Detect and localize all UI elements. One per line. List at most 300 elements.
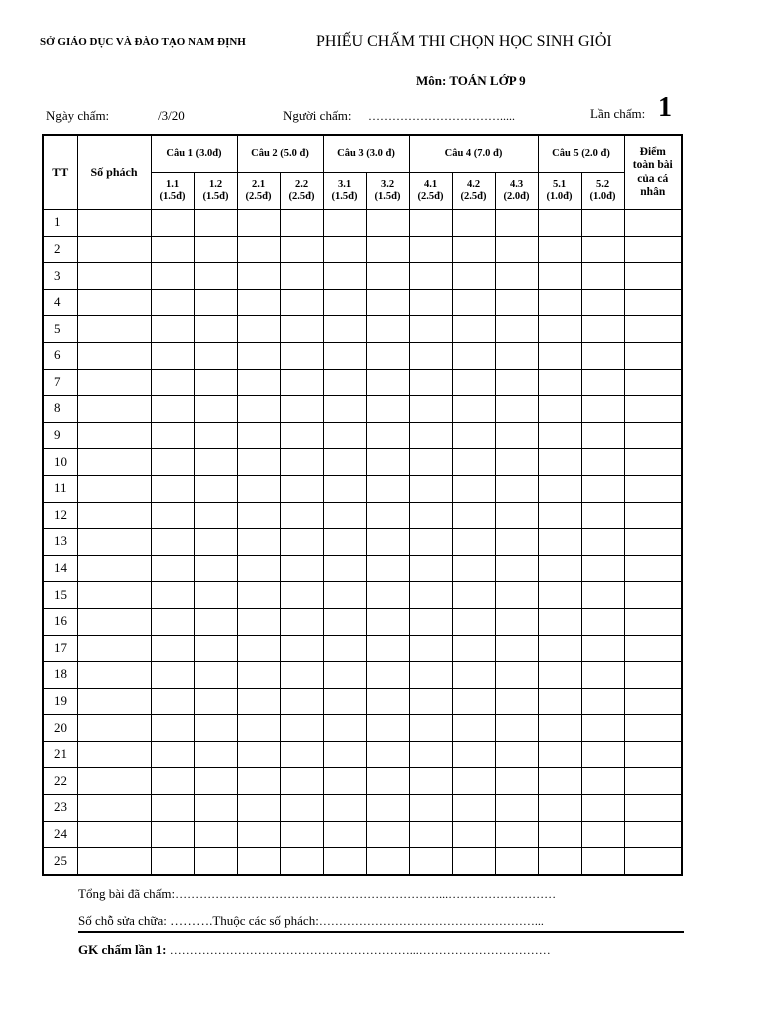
fix-codes-field[interactable]: ………………………………………………... xyxy=(318,914,544,928)
score-cell[interactable] xyxy=(495,821,538,848)
score-cell[interactable] xyxy=(151,555,194,582)
score-cell[interactable] xyxy=(280,688,323,715)
code-cell[interactable] xyxy=(77,422,151,449)
code-cell[interactable] xyxy=(77,608,151,635)
score-cell[interactable] xyxy=(538,289,581,316)
score-cell[interactable] xyxy=(323,795,366,822)
score-cell[interactable] xyxy=(495,396,538,423)
total-cell[interactable] xyxy=(624,848,682,875)
score-cell[interactable] xyxy=(237,582,280,609)
total-cell[interactable] xyxy=(624,768,682,795)
score-cell[interactable] xyxy=(323,475,366,502)
code-cell[interactable] xyxy=(77,449,151,476)
score-cell[interactable] xyxy=(194,635,237,662)
score-cell[interactable] xyxy=(280,422,323,449)
score-cell[interactable] xyxy=(538,688,581,715)
total-cell[interactable] xyxy=(624,263,682,290)
score-cell[interactable] xyxy=(237,502,280,529)
score-cell[interactable] xyxy=(151,741,194,768)
code-cell[interactable] xyxy=(77,741,151,768)
score-cell[interactable] xyxy=(452,635,495,662)
score-cell[interactable] xyxy=(366,795,409,822)
score-cell[interactable] xyxy=(538,821,581,848)
score-cell[interactable] xyxy=(409,263,452,290)
score-cell[interactable] xyxy=(409,848,452,875)
score-cell[interactable] xyxy=(581,342,624,369)
score-cell[interactable] xyxy=(409,289,452,316)
score-cell[interactable] xyxy=(366,475,409,502)
score-cell[interactable] xyxy=(452,768,495,795)
total-cell[interactable] xyxy=(624,210,682,237)
score-cell[interactable] xyxy=(366,848,409,875)
gk-field[interactable]: ……………………………………………………...…………………………… xyxy=(169,943,551,957)
score-cell[interactable] xyxy=(366,529,409,556)
score-cell[interactable] xyxy=(452,795,495,822)
code-cell[interactable] xyxy=(77,396,151,423)
score-cell[interactable] xyxy=(194,316,237,343)
score-cell[interactable] xyxy=(237,396,280,423)
total-cell[interactable] xyxy=(624,236,682,263)
score-cell[interactable] xyxy=(237,316,280,343)
score-cell[interactable] xyxy=(151,662,194,689)
score-cell[interactable] xyxy=(452,529,495,556)
score-cell[interactable] xyxy=(194,688,237,715)
score-cell[interactable] xyxy=(495,768,538,795)
score-cell[interactable] xyxy=(194,475,237,502)
score-cell[interactable] xyxy=(280,263,323,290)
score-cell[interactable] xyxy=(323,263,366,290)
score-cell[interactable] xyxy=(194,422,237,449)
score-cell[interactable] xyxy=(581,529,624,556)
score-cell[interactable] xyxy=(280,715,323,742)
score-cell[interactable] xyxy=(366,635,409,662)
score-cell[interactable] xyxy=(452,396,495,423)
code-cell[interactable] xyxy=(77,369,151,396)
code-cell[interactable] xyxy=(77,688,151,715)
score-cell[interactable] xyxy=(538,768,581,795)
score-cell[interactable] xyxy=(151,635,194,662)
score-cell[interactable] xyxy=(237,422,280,449)
total-cell[interactable] xyxy=(624,475,682,502)
score-cell[interactable] xyxy=(581,396,624,423)
score-cell[interactable] xyxy=(452,715,495,742)
score-cell[interactable] xyxy=(581,848,624,875)
score-cell[interactable] xyxy=(409,369,452,396)
score-cell[interactable] xyxy=(151,449,194,476)
score-cell[interactable] xyxy=(151,422,194,449)
score-cell[interactable] xyxy=(194,582,237,609)
total-graded-field[interactable]: …………………………………………………………...……………………… xyxy=(175,887,557,901)
score-cell[interactable] xyxy=(366,502,409,529)
score-cell[interactable] xyxy=(538,795,581,822)
total-cell[interactable] xyxy=(624,741,682,768)
score-cell[interactable] xyxy=(194,848,237,875)
score-cell[interactable] xyxy=(495,369,538,396)
code-cell[interactable] xyxy=(77,289,151,316)
score-cell[interactable] xyxy=(194,342,237,369)
score-cell[interactable] xyxy=(323,688,366,715)
score-cell[interactable] xyxy=(581,688,624,715)
code-cell[interactable] xyxy=(77,821,151,848)
score-cell[interactable] xyxy=(280,210,323,237)
score-cell[interactable] xyxy=(194,236,237,263)
score-cell[interactable] xyxy=(194,449,237,476)
score-cell[interactable] xyxy=(538,502,581,529)
score-cell[interactable] xyxy=(366,369,409,396)
total-cell[interactable] xyxy=(624,449,682,476)
score-cell[interactable] xyxy=(237,475,280,502)
score-cell[interactable] xyxy=(237,555,280,582)
score-cell[interactable] xyxy=(495,795,538,822)
code-cell[interactable] xyxy=(77,848,151,875)
score-cell[interactable] xyxy=(237,768,280,795)
score-cell[interactable] xyxy=(409,422,452,449)
score-cell[interactable] xyxy=(323,369,366,396)
score-cell[interactable] xyxy=(280,475,323,502)
score-cell[interactable] xyxy=(366,396,409,423)
score-cell[interactable] xyxy=(237,635,280,662)
score-cell[interactable] xyxy=(452,475,495,502)
score-cell[interactable] xyxy=(237,848,280,875)
score-cell[interactable] xyxy=(280,608,323,635)
score-cell[interactable] xyxy=(366,741,409,768)
code-cell[interactable] xyxy=(77,662,151,689)
score-cell[interactable] xyxy=(323,316,366,343)
score-cell[interactable] xyxy=(538,848,581,875)
score-cell[interactable] xyxy=(452,848,495,875)
total-cell[interactable] xyxy=(624,795,682,822)
score-cell[interactable] xyxy=(538,635,581,662)
score-cell[interactable] xyxy=(237,608,280,635)
score-cell[interactable] xyxy=(495,502,538,529)
score-cell[interactable] xyxy=(538,210,581,237)
score-cell[interactable] xyxy=(452,555,495,582)
score-cell[interactable] xyxy=(409,662,452,689)
score-cell[interactable] xyxy=(280,396,323,423)
score-cell[interactable] xyxy=(237,821,280,848)
score-cell[interactable] xyxy=(323,608,366,635)
score-cell[interactable] xyxy=(452,582,495,609)
score-cell[interactable] xyxy=(151,848,194,875)
score-cell[interactable] xyxy=(452,369,495,396)
score-cell[interactable] xyxy=(409,821,452,848)
score-cell[interactable] xyxy=(194,529,237,556)
score-cell[interactable] xyxy=(581,475,624,502)
code-cell[interactable] xyxy=(77,236,151,263)
score-cell[interactable] xyxy=(452,821,495,848)
code-cell[interactable] xyxy=(77,529,151,556)
code-cell[interactable] xyxy=(77,555,151,582)
score-cell[interactable] xyxy=(194,741,237,768)
score-cell[interactable] xyxy=(366,210,409,237)
score-cell[interactable] xyxy=(366,449,409,476)
score-cell[interactable] xyxy=(409,635,452,662)
total-cell[interactable] xyxy=(624,662,682,689)
score-cell[interactable] xyxy=(538,369,581,396)
score-cell[interactable] xyxy=(194,263,237,290)
score-cell[interactable] xyxy=(194,289,237,316)
score-cell[interactable] xyxy=(409,608,452,635)
score-cell[interactable] xyxy=(366,289,409,316)
code-cell[interactable] xyxy=(77,210,151,237)
score-cell[interactable] xyxy=(409,741,452,768)
score-cell[interactable] xyxy=(581,635,624,662)
score-cell[interactable] xyxy=(495,529,538,556)
score-cell[interactable] xyxy=(452,236,495,263)
score-cell[interactable] xyxy=(237,289,280,316)
score-cell[interactable] xyxy=(409,715,452,742)
score-cell[interactable] xyxy=(581,210,624,237)
score-cell[interactable] xyxy=(237,715,280,742)
score-cell[interactable] xyxy=(581,263,624,290)
score-cell[interactable] xyxy=(495,582,538,609)
score-cell[interactable] xyxy=(366,342,409,369)
score-cell[interactable] xyxy=(581,502,624,529)
score-cell[interactable] xyxy=(581,555,624,582)
score-cell[interactable] xyxy=(237,263,280,290)
code-cell[interactable] xyxy=(77,342,151,369)
score-cell[interactable] xyxy=(194,555,237,582)
score-cell[interactable] xyxy=(581,369,624,396)
code-cell[interactable] xyxy=(77,502,151,529)
score-cell[interactable] xyxy=(581,821,624,848)
score-cell[interactable] xyxy=(280,316,323,343)
total-cell[interactable] xyxy=(624,502,682,529)
score-cell[interactable] xyxy=(323,741,366,768)
score-cell[interactable] xyxy=(151,768,194,795)
score-cell[interactable] xyxy=(323,662,366,689)
score-cell[interactable] xyxy=(409,342,452,369)
score-cell[interactable] xyxy=(237,688,280,715)
score-cell[interactable] xyxy=(409,582,452,609)
score-cell[interactable] xyxy=(194,210,237,237)
score-cell[interactable] xyxy=(581,608,624,635)
score-cell[interactable] xyxy=(409,555,452,582)
score-cell[interactable] xyxy=(151,210,194,237)
total-cell[interactable] xyxy=(624,316,682,343)
score-cell[interactable] xyxy=(409,768,452,795)
score-cell[interactable] xyxy=(151,369,194,396)
score-cell[interactable] xyxy=(151,396,194,423)
score-cell[interactable] xyxy=(581,422,624,449)
score-cell[interactable] xyxy=(280,848,323,875)
score-cell[interactable] xyxy=(323,582,366,609)
score-cell[interactable] xyxy=(151,475,194,502)
score-cell[interactable] xyxy=(495,449,538,476)
score-cell[interactable] xyxy=(366,821,409,848)
score-cell[interactable] xyxy=(323,289,366,316)
score-cell[interactable] xyxy=(194,396,237,423)
score-cell[interactable] xyxy=(151,236,194,263)
code-cell[interactable] xyxy=(77,316,151,343)
code-cell[interactable] xyxy=(77,795,151,822)
score-cell[interactable] xyxy=(151,795,194,822)
score-cell[interactable] xyxy=(581,741,624,768)
score-cell[interactable] xyxy=(495,210,538,237)
score-cell[interactable] xyxy=(280,741,323,768)
score-cell[interactable] xyxy=(538,316,581,343)
total-cell[interactable] xyxy=(624,715,682,742)
score-cell[interactable] xyxy=(538,422,581,449)
score-cell[interactable] xyxy=(323,555,366,582)
score-cell[interactable] xyxy=(237,210,280,237)
score-cell[interactable] xyxy=(366,555,409,582)
score-cell[interactable] xyxy=(323,529,366,556)
score-cell[interactable] xyxy=(452,210,495,237)
score-cell[interactable] xyxy=(323,422,366,449)
score-cell[interactable] xyxy=(452,662,495,689)
score-cell[interactable] xyxy=(280,555,323,582)
score-cell[interactable] xyxy=(409,529,452,556)
score-cell[interactable] xyxy=(237,529,280,556)
score-cell[interactable] xyxy=(280,449,323,476)
score-cell[interactable] xyxy=(409,688,452,715)
score-cell[interactable] xyxy=(151,289,194,316)
score-cell[interactable] xyxy=(323,236,366,263)
score-cell[interactable] xyxy=(280,502,323,529)
score-cell[interactable] xyxy=(538,475,581,502)
score-cell[interactable] xyxy=(495,236,538,263)
score-cell[interactable] xyxy=(452,741,495,768)
score-cell[interactable] xyxy=(452,502,495,529)
score-cell[interactable] xyxy=(237,795,280,822)
code-cell[interactable] xyxy=(77,715,151,742)
score-cell[interactable] xyxy=(581,662,624,689)
score-cell[interactable] xyxy=(538,396,581,423)
score-cell[interactable] xyxy=(366,263,409,290)
score-cell[interactable] xyxy=(495,263,538,290)
score-cell[interactable] xyxy=(280,529,323,556)
score-cell[interactable] xyxy=(538,529,581,556)
score-cell[interactable] xyxy=(194,608,237,635)
score-cell[interactable] xyxy=(366,422,409,449)
score-cell[interactable] xyxy=(237,741,280,768)
score-cell[interactable] xyxy=(237,369,280,396)
score-cell[interactable] xyxy=(495,635,538,662)
score-cell[interactable] xyxy=(194,821,237,848)
score-cell[interactable] xyxy=(581,236,624,263)
score-cell[interactable] xyxy=(409,502,452,529)
score-cell[interactable] xyxy=(581,449,624,476)
score-cell[interactable] xyxy=(194,715,237,742)
score-cell[interactable] xyxy=(323,635,366,662)
score-cell[interactable] xyxy=(452,449,495,476)
score-cell[interactable] xyxy=(323,449,366,476)
score-cell[interactable] xyxy=(495,741,538,768)
score-cell[interactable] xyxy=(538,741,581,768)
score-cell[interactable] xyxy=(538,342,581,369)
score-cell[interactable] xyxy=(151,608,194,635)
score-cell[interactable] xyxy=(194,768,237,795)
score-cell[interactable] xyxy=(323,768,366,795)
score-cell[interactable] xyxy=(581,715,624,742)
score-cell[interactable] xyxy=(151,715,194,742)
code-cell[interactable] xyxy=(77,263,151,290)
score-cell[interactable] xyxy=(194,662,237,689)
score-cell[interactable] xyxy=(538,449,581,476)
code-cell[interactable] xyxy=(77,475,151,502)
score-cell[interactable] xyxy=(237,342,280,369)
score-cell[interactable] xyxy=(366,582,409,609)
score-cell[interactable] xyxy=(452,422,495,449)
score-cell[interactable] xyxy=(495,662,538,689)
score-cell[interactable] xyxy=(366,236,409,263)
score-cell[interactable] xyxy=(280,795,323,822)
score-cell[interactable] xyxy=(366,608,409,635)
score-cell[interactable] xyxy=(194,795,237,822)
score-cell[interactable] xyxy=(538,555,581,582)
score-cell[interactable] xyxy=(280,342,323,369)
total-cell[interactable] xyxy=(624,396,682,423)
code-cell[interactable] xyxy=(77,768,151,795)
score-cell[interactable] xyxy=(366,662,409,689)
score-cell[interactable] xyxy=(452,263,495,290)
score-cell[interactable] xyxy=(280,289,323,316)
score-cell[interactable] xyxy=(495,848,538,875)
score-cell[interactable] xyxy=(280,768,323,795)
grader-field[interactable]: ……………………………..... xyxy=(368,109,515,123)
score-cell[interactable] xyxy=(366,688,409,715)
score-cell[interactable] xyxy=(409,236,452,263)
score-cell[interactable] xyxy=(409,475,452,502)
score-cell[interactable] xyxy=(581,582,624,609)
score-cell[interactable] xyxy=(581,289,624,316)
total-cell[interactable] xyxy=(624,369,682,396)
score-cell[interactable] xyxy=(495,608,538,635)
score-cell[interactable] xyxy=(151,688,194,715)
score-cell[interactable] xyxy=(280,821,323,848)
score-cell[interactable] xyxy=(151,529,194,556)
score-cell[interactable] xyxy=(151,582,194,609)
score-cell[interactable] xyxy=(538,662,581,689)
score-cell[interactable] xyxy=(237,236,280,263)
score-cell[interactable] xyxy=(538,582,581,609)
total-cell[interactable] xyxy=(624,582,682,609)
score-cell[interactable] xyxy=(237,449,280,476)
score-cell[interactable] xyxy=(452,608,495,635)
score-cell[interactable] xyxy=(538,236,581,263)
score-cell[interactable] xyxy=(452,289,495,316)
score-cell[interactable] xyxy=(495,555,538,582)
score-cell[interactable] xyxy=(409,449,452,476)
score-cell[interactable] xyxy=(323,210,366,237)
total-cell[interactable] xyxy=(624,555,682,582)
code-cell[interactable] xyxy=(77,582,151,609)
total-cell[interactable] xyxy=(624,688,682,715)
score-cell[interactable] xyxy=(495,688,538,715)
score-cell[interactable] xyxy=(495,422,538,449)
score-cell[interactable] xyxy=(280,369,323,396)
score-cell[interactable] xyxy=(495,316,538,343)
score-cell[interactable] xyxy=(280,236,323,263)
date-value[interactable]: /3/20 xyxy=(158,108,185,123)
score-cell[interactable] xyxy=(151,263,194,290)
score-cell[interactable] xyxy=(581,768,624,795)
score-cell[interactable] xyxy=(323,715,366,742)
score-cell[interactable] xyxy=(452,342,495,369)
score-cell[interactable] xyxy=(323,502,366,529)
score-cell[interactable] xyxy=(495,342,538,369)
score-cell[interactable] xyxy=(581,316,624,343)
score-cell[interactable] xyxy=(366,316,409,343)
score-cell[interactable] xyxy=(323,396,366,423)
score-cell[interactable] xyxy=(538,263,581,290)
score-cell[interactable] xyxy=(323,342,366,369)
score-cell[interactable] xyxy=(323,821,366,848)
score-cell[interactable] xyxy=(495,475,538,502)
score-cell[interactable] xyxy=(538,608,581,635)
total-cell[interactable] xyxy=(624,529,682,556)
